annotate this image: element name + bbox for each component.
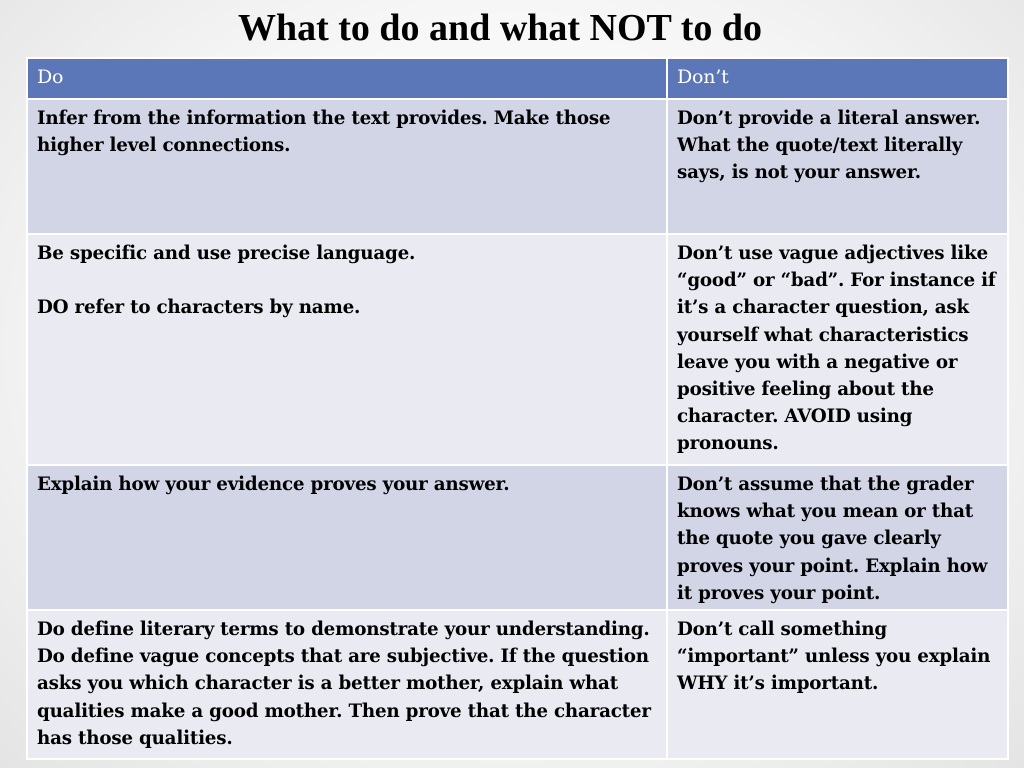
- do-cell: [27, 610, 667, 759]
- paragraph-gap: [37, 267, 657, 294]
- dont-cell: [667, 465, 1008, 610]
- table-row: [27, 610, 1008, 759]
- slide-title: What to do and what NOT to do: [237, 7, 763, 49]
- dont-cell: [667, 99, 1008, 234]
- dont-cell: [667, 610, 1008, 759]
- table-header-row: [27, 58, 1008, 99]
- do-cell: [27, 234, 667, 465]
- do-cell: [27, 465, 667, 610]
- table-row: [27, 234, 1008, 465]
- dont-cell: [667, 234, 1008, 465]
- header-dont: Don’t: [667, 58, 1008, 99]
- dont-text: Don’t assume that the grader knows what you mean or that the quote you gave clearly proves your point. Explain how it proves your point.: [677, 474, 988, 604]
- do-cell: [27, 99, 667, 234]
- table-row: [27, 99, 1008, 234]
- table-row: [27, 465, 1008, 610]
- do-text: Infer from the information the text provides. Make those higher level connections.: [37, 108, 611, 157]
- do-text: Be specific and use precise language.: [37, 243, 416, 264]
- do-text: Explain how your evidence proves your answer.: [37, 474, 510, 495]
- header-do: Do: [27, 58, 667, 99]
- do-text: DO refer to characters by name.: [37, 297, 361, 319]
- dont-text: Don’t provide a literal answer. What the quote/text literally says, is not your answer.: [677, 108, 981, 184]
- do-dont-table: [26, 57, 1009, 760]
- dont-text: Don’t use vague adjectives like “good” or “bad”. For instance if it’s a character question, ask yourself what characteristics leave you with a negative or positive feeling about the character. AVOID using pronouns.: [677, 243, 996, 455]
- dont-text: Don’t call something “important” unless you explain WHY it’s important.: [677, 619, 991, 695]
- do-text: Do define literary terms to demonstrate your understanding. Do define vague concepts that are subjective. If the question asks you which character is a better mother, explain what qualities make a good mother. Then prove that the character has those qualities.: [37, 619, 651, 749]
